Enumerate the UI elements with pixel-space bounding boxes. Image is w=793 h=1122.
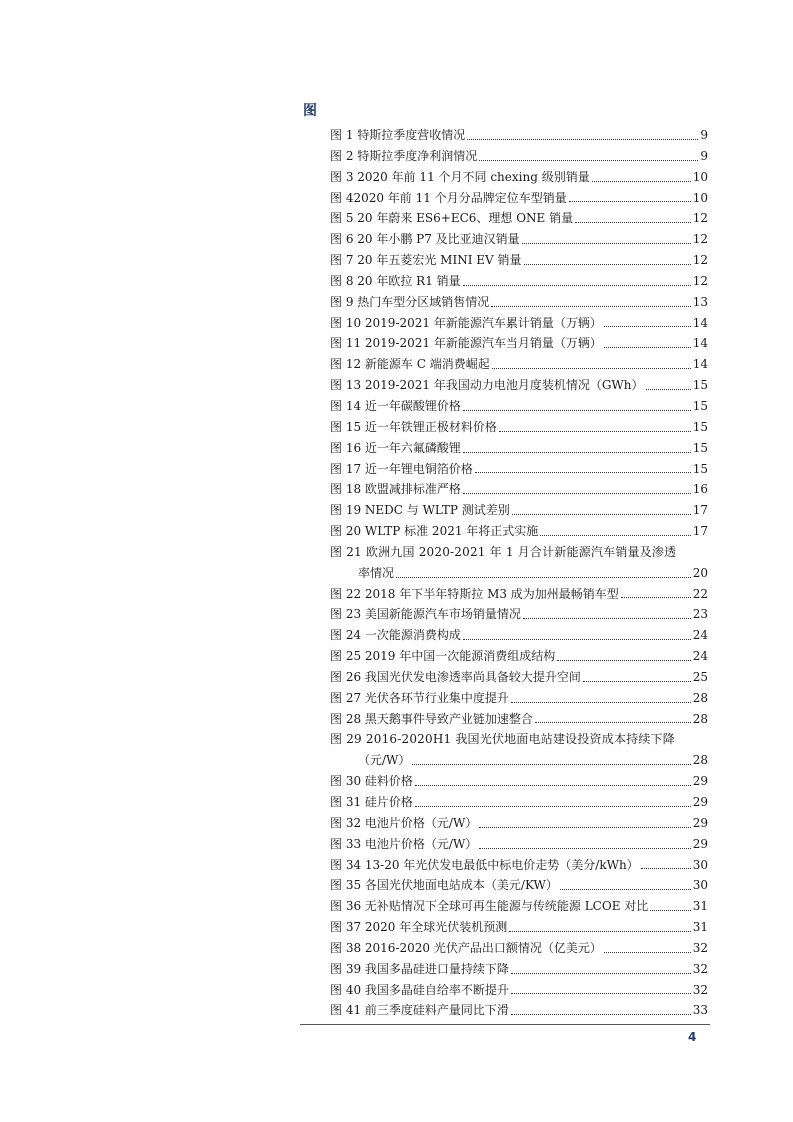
toc-entry-title: 图 33 电池片价格（元/W） [330,836,478,851]
dot-leader [467,139,698,140]
toc-entry[interactable] [330,980,708,1001]
toc-entry[interactable] [330,188,708,209]
toc-entry-page: 10 [692,169,708,184]
toc-entry[interactable] [330,875,708,896]
toc-entry-page: 24 [692,628,708,643]
toc-entry-page: 17 [692,503,708,518]
dot-leader [583,681,691,682]
toc-entry-page: 14 [692,336,708,351]
toc-heading: 图 [303,103,317,119]
dot-leader [479,848,690,849]
toc-entry-title: 图 32 电池片价格（元/W） [330,815,478,830]
toc-entry-title: 图 22 2018 年下半年特斯拉 M3 成为加州最畅销车型 [330,586,619,601]
toc-entry-title: 图 17 近一年锂电铜箔价格 [330,461,473,476]
toc-entry[interactable] [330,333,708,354]
toc-entry[interactable] [330,417,708,438]
toc-entry-page: 14 [692,357,708,372]
dot-leader [463,639,691,640]
toc-entry[interactable] [330,771,708,792]
toc-entry-page: 29 [692,795,708,809]
dot-leader [524,264,691,265]
dot-leader [512,514,691,515]
toc-entry[interactable] [330,313,708,334]
toc-entry-page: 32 [692,961,708,976]
toc-entry-title: 图 19 NEDC 与 WLTP 测试差别 [330,503,510,518]
toc-entry[interactable] [330,459,708,480]
toc-entry-page: 12 [692,232,708,247]
dot-leader [646,389,691,390]
toc-entry-title: 图 41 前三季度硅料产量同比下滑 [330,1003,509,1018]
toc-entry-title: 图 31 硅片价格 [330,795,413,809]
toc-entry[interactable] [330,938,708,959]
toc-entry-title: 图 37 2020 年全球光伏装机预测 [330,920,508,935]
toc-entry-title: 图 16 近一年六氟磷酸锂 [330,440,461,455]
toc-entry-page: 10 [692,190,708,205]
toc-entry-title: 图 23 美国新能源汽车市场销量情况 [330,607,521,622]
toc-entry-title: 图 27 光伏各环节行业集中度提升 [330,690,509,705]
dot-leader [511,1014,691,1015]
toc-entry[interactable] [330,542,708,563]
dot-leader [463,285,691,286]
toc-entry-title: 图 18 欧盟减排标准严格 [330,482,461,497]
dot-leader [522,243,691,244]
toc-entry[interactable] [330,438,708,459]
dot-leader [499,431,691,432]
toc-entry-page: 28 [692,753,708,768]
toc-entry-title: 图 14 近一年碳酸锂价格 [330,398,461,413]
dot-leader [575,222,691,223]
toc-entry-title: 图 26 我国光伏发电渗透率尚具备较大提升空间 [330,669,581,684]
toc-entry[interactable] [330,917,708,938]
toc-entry-title: 图 10 2019-2021 年新能源汽车累计销量（万辆） [330,315,602,330]
toc-entry[interactable] [330,646,708,667]
toc-entry[interactable] [330,146,708,167]
toc-entry[interactable] [330,625,708,646]
toc-entry-page: 23 [692,607,708,622]
toc-entry-title: 图 5 20 年蔚来 ES6+EC6、理想 ONE 销量 [330,211,574,226]
toc-entry[interactable] [330,792,708,813]
toc-entry-page: 31 [692,899,708,914]
toc-entry-page: 29 [692,815,708,830]
toc-entry-title: 图 40 我国多晶硅自给率不断提升 [330,982,509,997]
toc-entry-page: 17 [692,524,708,539]
toc-entry[interactable] [330,896,708,917]
toc-entry-page: 9 [700,148,708,163]
toc-entry-title-cont: 率情况 [358,565,395,580]
toc-entry-title: 图 2 特斯拉季度净利润情况 [330,148,478,163]
toc-entry-title: 图 8 20 年欧拉 R1 销量 [330,273,461,288]
dot-leader [412,764,690,765]
toc-entry[interactable] [330,834,708,855]
toc-entry[interactable] [330,354,708,375]
toc-entry-page: 15 [692,440,708,455]
toc-entry-page: 15 [692,461,708,476]
dot-leader [641,868,691,869]
toc-entry-page: 22 [692,586,708,601]
toc-entry-title: 图 35 各国光伏地面电站成本（美元/KW） [330,878,558,893]
dot-leader [479,827,690,828]
toc-entry-page: 14 [692,315,708,330]
dot-leader [511,702,691,703]
dot-leader [511,993,691,994]
toc-entry-page: 15 [692,398,708,413]
toc-entry-title: 图 11 2019-2021 年新能源汽车当月销量（万辆） [330,336,602,351]
toc-entry-title: 图 38 2016-2020 光伏产品出口额情况（亿美元） [330,940,602,955]
toc-entry-title: 图 9 热门车型分区域销售情况 [330,294,490,309]
dot-leader [492,368,691,369]
toc-entry-page: 12 [692,273,708,288]
toc-entry-title: 图 12 新能源车 C 端消费崛起 [330,357,490,372]
dot-leader [535,722,691,723]
toc-entry-page: 29 [692,774,708,789]
toc-entry[interactable] [330,375,708,396]
toc-entry-title: 图 13 2019-2021 年我国动力电池月度装机情况（GWh） [330,378,644,393]
footer-rule [300,1024,710,1025]
toc-entry-page: 31 [692,920,708,935]
toc-entry-title: 图 3 2020 年前 11 个月不同 chexing 级别销量 [330,169,590,184]
dot-leader [604,952,691,953]
toc-entry[interactable] [330,584,708,605]
toc-entry-title: 图 30 硅料价格 [330,774,413,789]
toc-entry-title: 图 28 黑天鹅事件导致产业链加速整合 [330,711,533,726]
toc-entry-title-cont: （元/W） [358,753,411,768]
dot-leader [540,535,690,536]
toc-entry[interactable] [330,229,708,250]
toc-entry-page: 12 [692,253,708,268]
dot-leader [560,889,691,890]
page-number: 4 [688,1030,697,1044]
toc-entry-continuation[interactable] [330,750,708,771]
dot-leader [479,160,698,161]
toc-entry-title: 图 29 2016-2020H1 我国光伏地面电站建设投资成本持续下降 [330,732,675,747]
toc-entry-page: 20 [692,565,708,580]
toc-entry[interactable] [330,500,708,521]
toc-entry-page: 28 [692,690,708,705]
dot-leader [592,181,691,182]
dot-leader [511,973,691,974]
toc-entry-title: 图 7 20 年五菱宏光 MINI EV 销量 [330,253,522,268]
toc-entry-title: 图 25 2019 年中国一次能源消费组成结构 [330,649,556,664]
toc-entry[interactable] [330,729,708,750]
toc-entry[interactable] [330,813,708,834]
toc-entry-page: 15 [692,419,708,434]
dot-leader [557,660,690,661]
dot-leader [463,493,691,494]
dot-leader [463,452,691,453]
toc-entry-title: 图 21 欧洲九国 2020-2021 年 1 月合计新能源汽车销量及渗透 [330,544,677,559]
toc-entry-page: 15 [692,378,708,393]
dot-leader [604,326,691,327]
toc-entry[interactable] [330,167,708,188]
toc-entry-page: 30 [692,878,708,893]
toc-entry-title: 图 36 无补贴情况下全球可再生能源与传统能源 LCOE 对比 [330,899,649,914]
toc-entry-page: 24 [692,649,708,664]
toc-entry-continuation[interactable] [330,563,708,584]
toc-entry-title: 图 39 我国多晶硅进口量持续下降 [330,961,509,976]
toc-entry-page: 13 [692,294,708,309]
toc-entry[interactable] [330,1000,708,1021]
toc-entry[interactable] [330,688,708,709]
toc-entry-page: 9 [700,128,708,142]
dot-leader [621,597,691,598]
toc-entry[interactable] [330,250,708,271]
toc-entry[interactable] [330,292,708,313]
dot-leader [604,347,691,348]
toc-entry-title: 图 6 20 年小鹏 P7 及比亚迪汉销量 [330,232,520,247]
toc-entry-page: 30 [692,857,708,872]
figure-list [330,125,708,1021]
dot-leader [415,785,691,786]
toc-entry-page: 25 [692,669,708,684]
toc-entry-page: 12 [692,211,708,226]
toc-entry-page: 32 [692,982,708,997]
dot-leader [523,618,691,619]
toc-entry-page: 32 [692,940,708,955]
toc-entry-title: 图 15 近一年铁锂正极材料价格 [330,419,497,434]
dot-leader [463,410,691,411]
toc-entry-page: 16 [692,482,708,497]
toc-entry[interactable] [330,709,708,730]
toc-entry-page: 33 [692,1003,708,1018]
toc-entry[interactable] [330,667,708,688]
dot-leader [509,931,690,932]
toc-entry[interactable] [330,396,708,417]
toc-entry[interactable] [330,959,708,980]
dot-leader [396,577,691,578]
toc-entry-title: 图 24 一次能源消费构成 [330,628,461,643]
toc-entry-title: 图 20 WLTP 标准 2021 年将正式实施 [330,524,539,539]
dot-leader [475,472,691,473]
dot-leader [650,910,690,911]
toc-entry[interactable] [330,479,708,500]
toc-entry-page: 29 [692,836,708,851]
toc-entry-title: 图 1 特斯拉季度营收情况 [330,128,466,142]
toc-entry[interactable] [330,855,708,876]
toc-entry[interactable] [330,604,708,625]
dot-leader [569,201,691,202]
toc-entry[interactable] [330,521,708,542]
dot-leader [415,806,691,807]
toc-entry[interactable] [330,271,708,292]
dot-leader [491,306,690,307]
toc-entry-page: 28 [692,711,708,726]
toc-entry[interactable] [330,125,708,146]
toc-entry[interactable] [330,208,708,229]
toc-entry-title: 图 34 13-20 年光伏发电最低中标电价走势（美分/kWh） [330,857,639,872]
toc-entry-title: 图 42020 年前 11 个月分品牌定位车型销量 [330,190,567,205]
